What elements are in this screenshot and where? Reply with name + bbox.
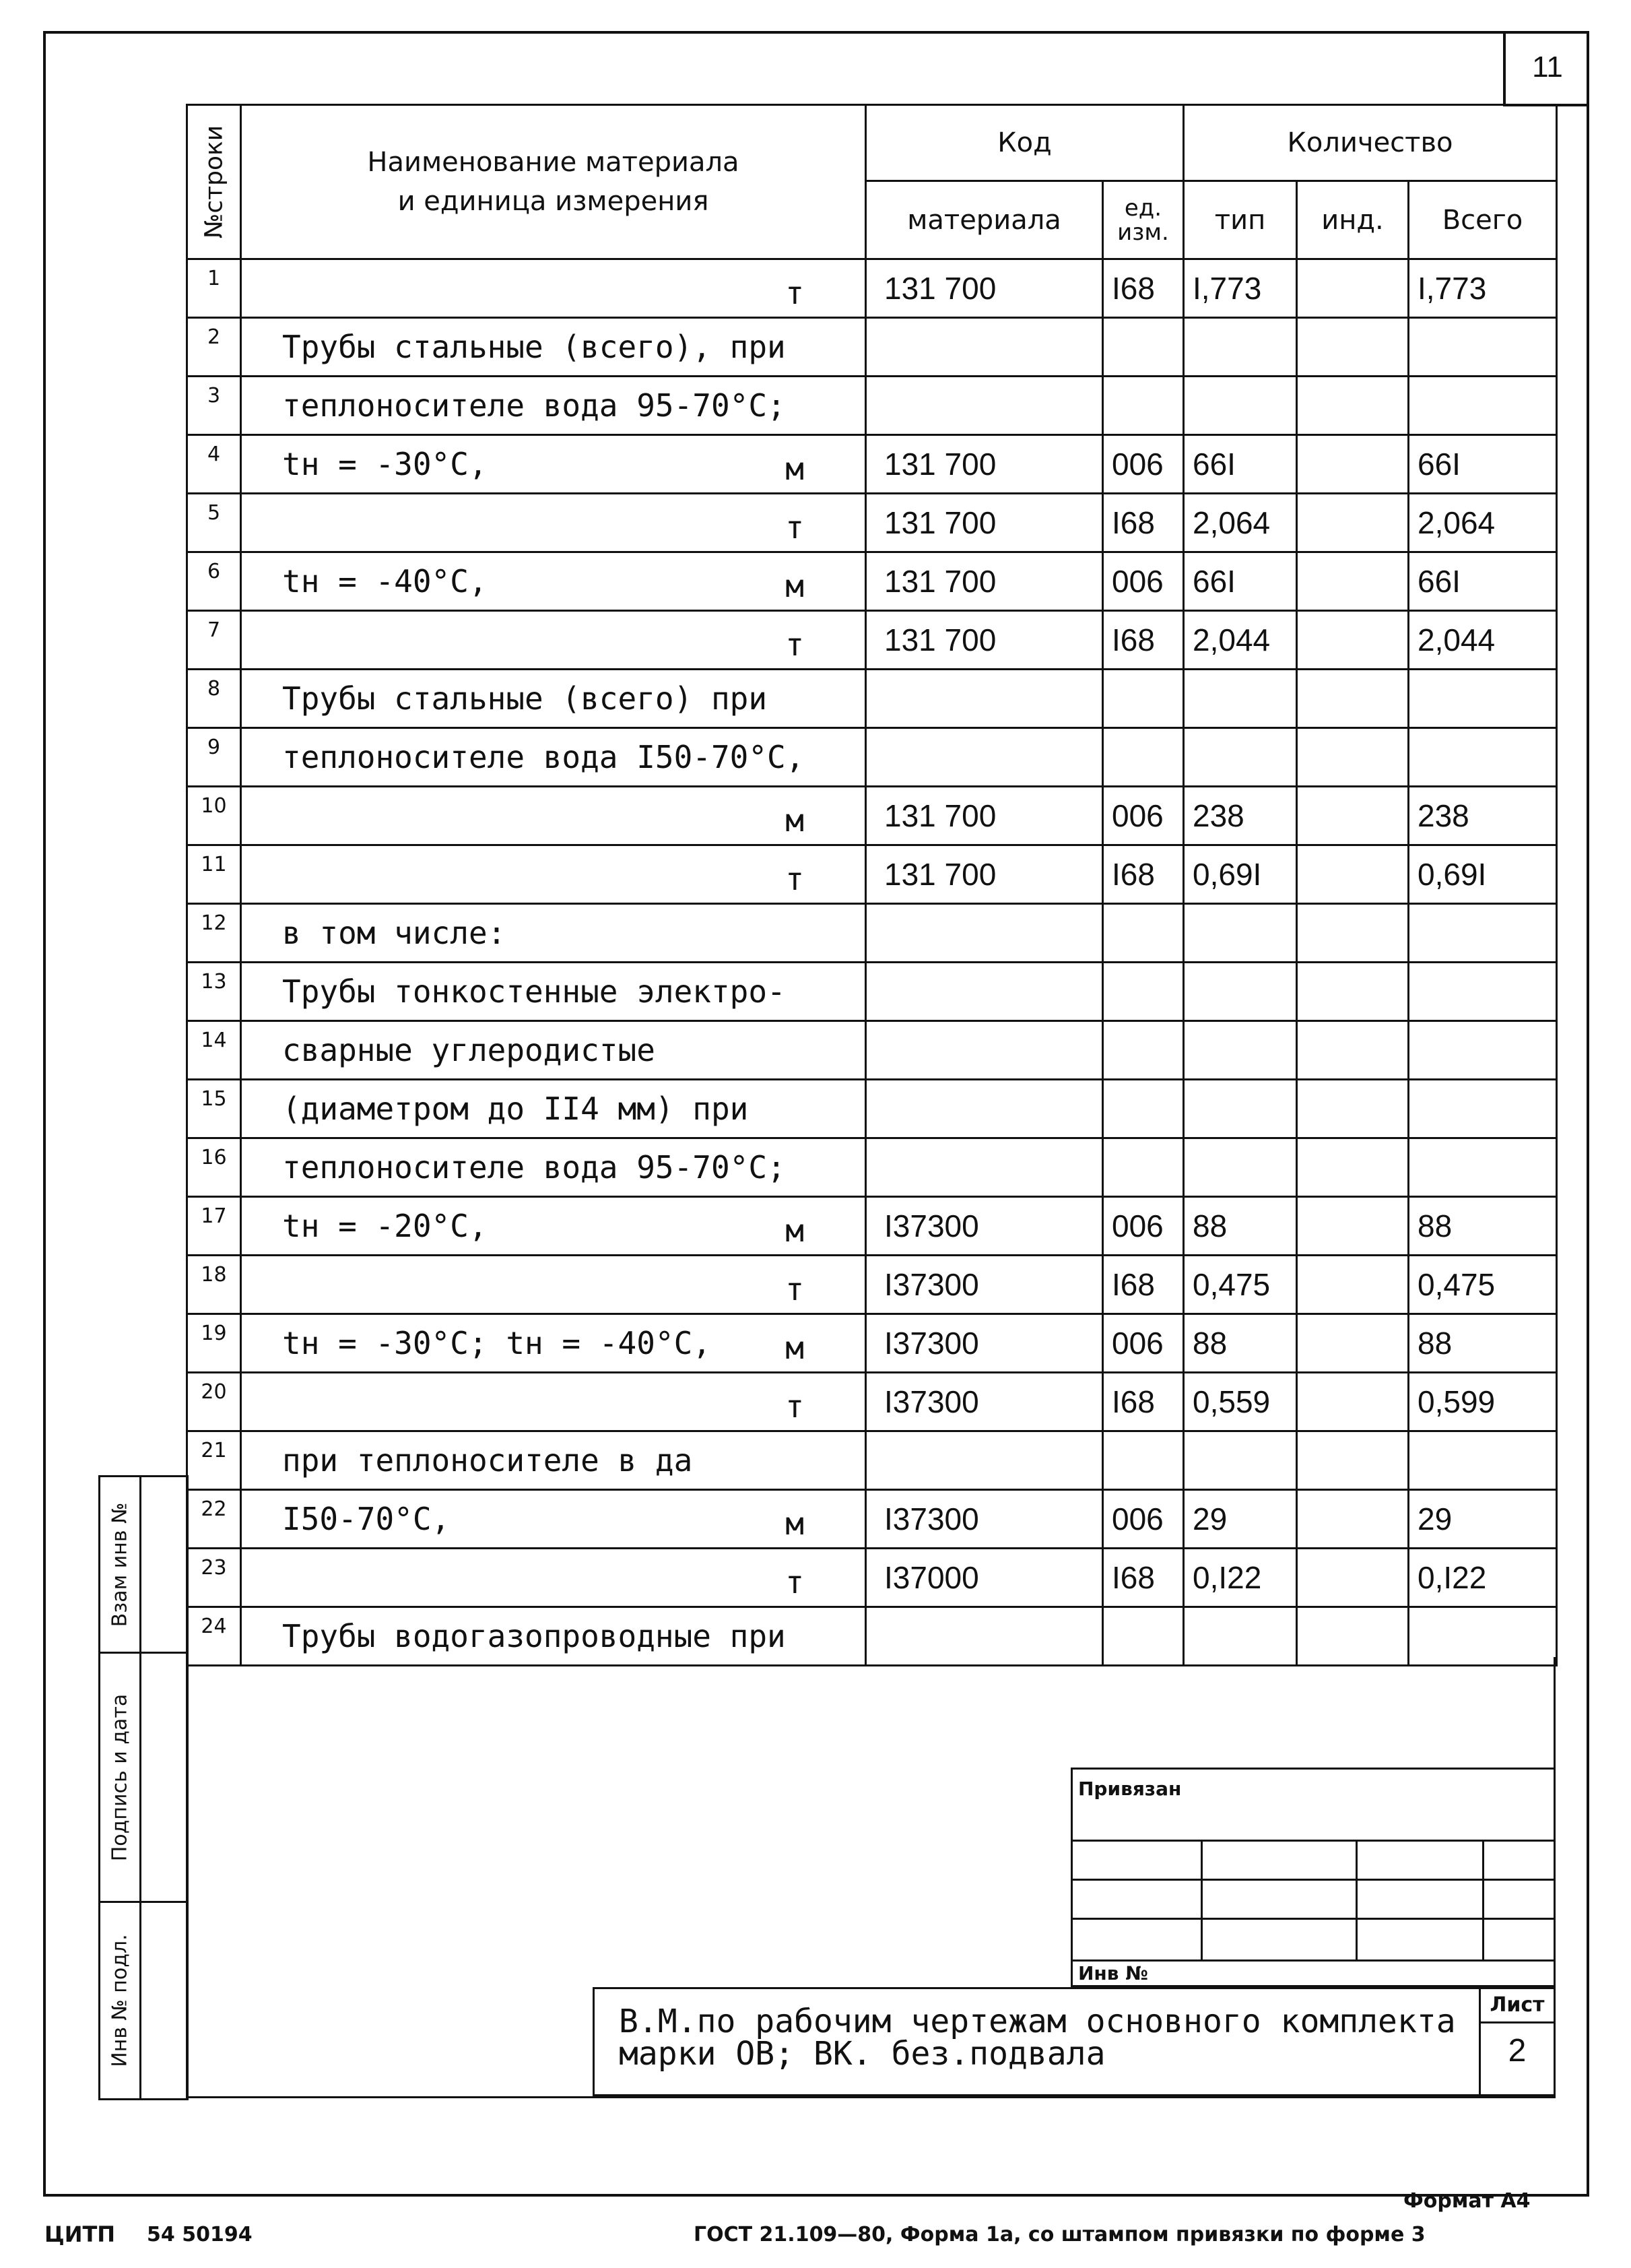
row-description (241, 1197, 866, 1256)
row-number: 6 (187, 552, 241, 611)
row-description (241, 1373, 866, 1431)
material-code: I37300 (866, 1490, 1103, 1549)
unit-code (1103, 670, 1184, 728)
material-code (866, 1138, 1103, 1197)
row-number: 16 (187, 1138, 241, 1197)
row-number: 1 (187, 259, 241, 318)
quantity-total (1409, 904, 1557, 963)
row-description (241, 318, 866, 377)
unit-text: м (785, 1505, 804, 1542)
side-cell-replacement-inv (100, 1477, 187, 1654)
side-stamp (98, 1475, 189, 2100)
row-description (241, 377, 866, 435)
unit-code: I68 (1103, 1549, 1184, 1607)
quantity-total (1409, 1138, 1557, 1197)
quantity-total: 0,475 (1409, 1256, 1557, 1314)
quantity-type (1184, 904, 1297, 963)
row-number: 18 (187, 1256, 241, 1314)
unit-code (1103, 963, 1184, 1021)
side-label-replacement-inv: Взам инв № (108, 1502, 132, 1627)
quantity-individual (1297, 963, 1409, 1021)
row-description (241, 611, 866, 670)
description-text: при теплоносителе в да (282, 1442, 693, 1479)
table-row (187, 1490, 1557, 1549)
quantity-total: 88 (1409, 1314, 1557, 1373)
unit-code: 006 (1103, 1314, 1184, 1373)
quantity-type (1184, 963, 1297, 1021)
table-row (187, 1373, 1557, 1431)
header-code-unit: ед. изм. (1103, 181, 1184, 259)
unit-code (1103, 728, 1184, 787)
header-qty-total: Всего (1409, 181, 1557, 259)
unit-code (1103, 1021, 1184, 1080)
table-row (187, 435, 1557, 494)
material-code (866, 904, 1103, 963)
row-number: 23 (187, 1549, 241, 1607)
description-text: теплоносителе вода 95-70°С; (282, 1149, 786, 1186)
table-row (187, 904, 1557, 963)
quantity-total (1409, 1080, 1557, 1138)
side-cell-signature-date (100, 1654, 187, 1903)
side-label-original-inv: Инв № подл. (108, 1934, 132, 2067)
sheet-number: 2 (1508, 2033, 1527, 2069)
quantity-individual (1297, 904, 1409, 963)
quantity-type (1184, 1431, 1297, 1490)
quantity-type: 0,475 (1184, 1256, 1297, 1314)
description-text: tн = -20°С, (282, 1208, 488, 1244)
quantity-individual (1297, 552, 1409, 611)
title-line-1: В.М.по рабочим чертежам основного комплекта (619, 2003, 1456, 2040)
header-quantity-group: Количество (1184, 105, 1557, 181)
row-description (241, 1549, 866, 1607)
table-row (187, 1256, 1557, 1314)
row-number: 24 (187, 1607, 241, 1666)
quantity-type: 29 (1184, 1490, 1297, 1549)
unit-code: I68 (1103, 494, 1184, 552)
row-number: 20 (187, 1373, 241, 1431)
quantity-individual (1297, 318, 1409, 377)
table-row (187, 1138, 1557, 1197)
quantity-individual (1297, 259, 1409, 318)
material-code (866, 377, 1103, 435)
unit-code (1103, 377, 1184, 435)
quantity-total (1409, 377, 1557, 435)
description-text: Трубы стальные (всего) при (282, 680, 768, 717)
quantity-total: 2,044 (1409, 611, 1557, 670)
material-code (866, 1021, 1103, 1080)
description-text: tн = -30°С, (282, 446, 488, 482)
unit-text: т (785, 1271, 804, 1307)
row-number: 2 (187, 318, 241, 377)
row-number: 5 (187, 494, 241, 552)
table-row (187, 259, 1557, 318)
row-number: 9 (187, 728, 241, 787)
unit-text: м (785, 802, 804, 839)
row-number: 4 (187, 435, 241, 494)
row-description (241, 494, 866, 552)
quantity-type: 238 (1184, 787, 1297, 845)
description-text: теплоносителе вода 95-70°С; (282, 387, 786, 424)
table-row (187, 728, 1557, 787)
row-description (241, 845, 866, 904)
row-number: 7 (187, 611, 241, 670)
row-description (241, 1256, 866, 1314)
quantity-individual (1297, 494, 1409, 552)
row-number: 13 (187, 963, 241, 1021)
material-code: 131 700 (866, 845, 1103, 904)
quantity-total: 88 (1409, 1197, 1557, 1256)
quantity-individual (1297, 1431, 1409, 1490)
row-description (241, 1138, 866, 1197)
row-number: 10 (187, 787, 241, 845)
row-number: 19 (187, 1314, 241, 1373)
material-code: I37300 (866, 1256, 1103, 1314)
side-cell-original-inv (100, 1903, 187, 2098)
row-description (241, 904, 866, 963)
table-row (187, 963, 1557, 1021)
unit-text: м (785, 451, 804, 487)
quantity-total: 2,064 (1409, 494, 1557, 552)
quantity-total: 29 (1409, 1490, 1557, 1549)
row-description (241, 963, 866, 1021)
quantity-total (1409, 318, 1557, 377)
material-code: 131 700 (866, 611, 1103, 670)
table-row (187, 1431, 1557, 1490)
row-description (241, 1080, 866, 1138)
material-code: 131 700 (866, 259, 1103, 318)
row-description (241, 1490, 866, 1549)
quantity-individual (1297, 1256, 1409, 1314)
unit-text: т (785, 626, 804, 663)
material-code: 131 700 (866, 435, 1103, 494)
unit-code: 006 (1103, 1197, 1184, 1256)
unit-code: I68 (1103, 1373, 1184, 1431)
row-number: 14 (187, 1021, 241, 1080)
tie-inv-no-label: Инв № (1078, 1962, 1148, 1984)
quantity-total (1409, 963, 1557, 1021)
quantity-type: 2,044 (1184, 611, 1297, 670)
sheet-label: Лист (1481, 1993, 1554, 2023)
row-description (241, 259, 866, 318)
table-row (187, 494, 1557, 552)
quantity-type: 0,69I (1184, 845, 1297, 904)
table-row (187, 1080, 1557, 1138)
quantity-individual (1297, 435, 1409, 494)
description-text: теплоносителе вода I50-70°С, (282, 739, 805, 775)
table-row (187, 1549, 1557, 1607)
table-row (187, 1314, 1557, 1373)
table-row (187, 1197, 1557, 1256)
description-text: I50-70°С, (282, 1501, 451, 1537)
quantity-type (1184, 1080, 1297, 1138)
description-text: в том числе: (282, 915, 506, 951)
header-qty-individual: инд. (1297, 181, 1409, 259)
footer-code: 54 50194 (147, 2223, 253, 2246)
row-description (241, 670, 866, 728)
quantity-total (1409, 1431, 1557, 1490)
unit-text: т (785, 1388, 804, 1425)
material-code: 131 700 (866, 787, 1103, 845)
quantity-type (1184, 1021, 1297, 1080)
description-text: tн = -40°С, (282, 563, 488, 600)
quantity-individual (1297, 1373, 1409, 1431)
footer-format: Формат А4 (1403, 2189, 1531, 2213)
quantity-type: 66I (1184, 435, 1297, 494)
unit-text: м (785, 568, 804, 604)
header-qty-type: тип (1184, 181, 1297, 259)
table-row (187, 377, 1557, 435)
row-number: 22 (187, 1490, 241, 1549)
description-text: (диаметром до II4 мм) при (282, 1091, 749, 1127)
quantity-individual (1297, 1549, 1409, 1607)
unit-code: I68 (1103, 611, 1184, 670)
unit-code: 006 (1103, 435, 1184, 494)
quantity-total: I,773 (1409, 259, 1557, 318)
quantity-type (1184, 318, 1297, 377)
material-code (866, 728, 1103, 787)
quantity-type: 0,I22 (1184, 1549, 1297, 1607)
header-code-group: Код (866, 105, 1184, 181)
sheet-box (1479, 1989, 1554, 2094)
table-row (187, 1021, 1557, 1080)
material-code (866, 963, 1103, 1021)
table-row (187, 318, 1557, 377)
row-number: 8 (187, 670, 241, 728)
quantity-total (1409, 1021, 1557, 1080)
unit-code: I68 (1103, 1256, 1184, 1314)
unit-code: 006 (1103, 1490, 1184, 1549)
unit-text: т (785, 275, 804, 311)
quantity-individual (1297, 1314, 1409, 1373)
row-description (241, 1021, 866, 1080)
quantity-individual (1297, 670, 1409, 728)
unit-code: I68 (1103, 845, 1184, 904)
quantity-total: 0,69I (1409, 845, 1557, 904)
table-row (187, 787, 1557, 845)
row-number: 21 (187, 1431, 241, 1490)
unit-text: т (785, 1564, 804, 1600)
material-code: I37300 (866, 1314, 1103, 1373)
material-code: 131 700 (866, 552, 1103, 611)
unit-code: 006 (1103, 787, 1184, 845)
material-code (866, 670, 1103, 728)
quantity-individual (1297, 377, 1409, 435)
row-number: 3 (187, 377, 241, 435)
quantity-individual (1297, 1080, 1409, 1138)
unit-code (1103, 1431, 1184, 1490)
material-code: I37300 (866, 1373, 1103, 1431)
tie-in-stamp (1071, 1768, 1556, 1987)
material-code (866, 318, 1103, 377)
unit-text: т (785, 509, 804, 546)
footer-org: ЦИТП (44, 2222, 116, 2247)
header-code-material: материала (866, 181, 1103, 259)
table-row (187, 670, 1557, 728)
quantity-total: 66I (1409, 552, 1557, 611)
quantity-total (1409, 728, 1557, 787)
quantity-individual (1297, 1490, 1409, 1549)
table-row (187, 611, 1557, 670)
quantity-type: 2,064 (1184, 494, 1297, 552)
header-material-name: Наименование материала и единица измерения (241, 105, 866, 259)
quantity-type (1184, 670, 1297, 728)
page-number: 11 (1503, 31, 1589, 106)
row-description (241, 1431, 866, 1490)
row-number: 17 (187, 1197, 241, 1256)
quantity-total: 66I (1409, 435, 1557, 494)
material-code: 131 700 (866, 494, 1103, 552)
header-row-number: №строки (187, 105, 241, 259)
unit-code (1103, 1138, 1184, 1197)
title-line-2: марки ОВ; ВК. без.подвала (619, 2035, 1106, 2073)
footer-gost: ГОСТ 21.109—80, Форма 1а, со штампом привязки по форме 3 (694, 2223, 1426, 2246)
quantity-individual (1297, 611, 1409, 670)
quantity-individual (1297, 787, 1409, 845)
description-text: Трубы стальные (всего), при (282, 329, 786, 365)
unit-text: м (785, 1212, 804, 1249)
quantity-individual (1297, 728, 1409, 787)
quantity-individual (1297, 1021, 1409, 1080)
quantity-type (1184, 1138, 1297, 1197)
table-row (187, 552, 1557, 611)
material-code: I37000 (866, 1549, 1103, 1607)
tie-attached-label: Привязан (1078, 1778, 1182, 1800)
row-description (241, 1314, 866, 1373)
material-code (866, 1431, 1103, 1490)
row-description (241, 552, 866, 611)
unit-text: т (785, 861, 804, 897)
quantity-total: 238 (1409, 787, 1557, 845)
quantity-type: 88 (1184, 1314, 1297, 1373)
title-block (593, 1987, 1556, 2096)
quantity-type: 88 (1184, 1197, 1297, 1256)
description-text: сварные углеродистые (282, 1032, 655, 1068)
quantity-individual (1297, 1138, 1409, 1197)
unit-text: м (785, 1330, 804, 1366)
materials-table (186, 104, 1558, 1666)
table-row (187, 845, 1557, 904)
material-code (866, 1080, 1103, 1138)
quantity-total: 0,I22 (1409, 1549, 1557, 1607)
row-number: 12 (187, 904, 241, 963)
unit-code (1103, 1080, 1184, 1138)
quantity-type: I,773 (1184, 259, 1297, 318)
side-label-signature-date: Подпись и дата (108, 1693, 132, 1861)
row-number: 15 (187, 1080, 241, 1138)
unit-code: I68 (1103, 259, 1184, 318)
row-description (241, 728, 866, 787)
description-text: Трубы водогазопроводные при (282, 1618, 786, 1654)
material-code: I37300 (866, 1197, 1103, 1256)
row-description (241, 787, 866, 845)
quantity-individual (1297, 845, 1409, 904)
quantity-total (1409, 670, 1557, 728)
description-text: Трубы тонкостенные электро- (282, 973, 786, 1010)
unit-code (1103, 318, 1184, 377)
quantity-type (1184, 728, 1297, 787)
unit-code (1103, 904, 1184, 963)
quantity-individual (1297, 1197, 1409, 1256)
quantity-type (1184, 377, 1297, 435)
description-text: tн = -30°С; tн = -40°С, (282, 1325, 711, 1361)
quantity-type: 0,559 (1184, 1373, 1297, 1431)
quantity-total: 0,599 (1409, 1373, 1557, 1431)
unit-code: 006 (1103, 552, 1184, 611)
quantity-type: 66I (1184, 552, 1297, 611)
row-number: 11 (187, 845, 241, 904)
row-description (241, 435, 866, 494)
